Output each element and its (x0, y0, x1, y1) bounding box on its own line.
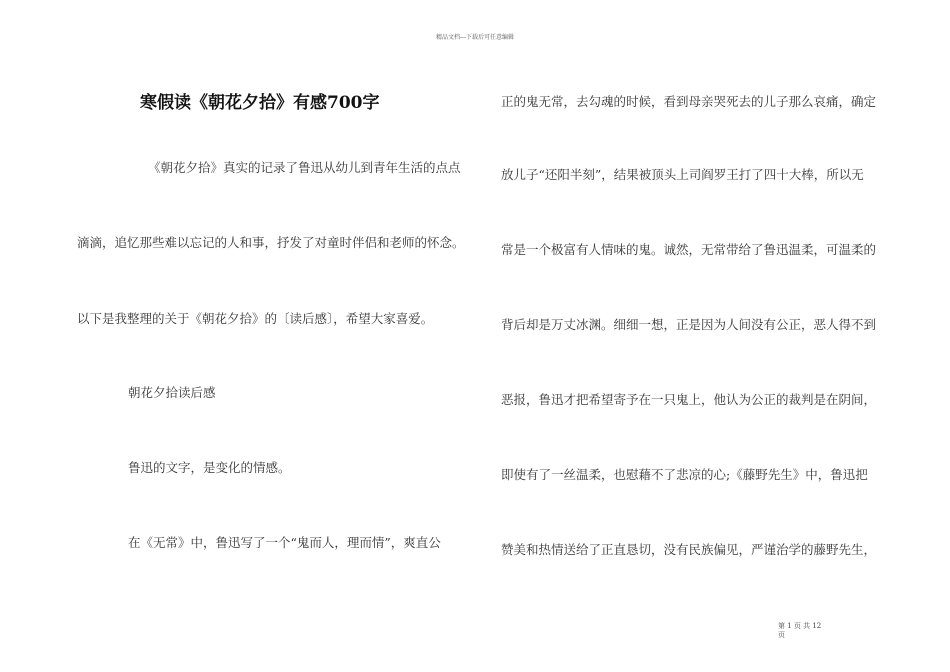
left-paragraph-line: 《朝花夕拾》真实的记录了鲁迅从幼儿到青年生活的点点 (148, 160, 461, 175)
left-paragraph-line: 鲁迅的文字，是变化的情感。 (128, 460, 291, 475)
right-paragraph-line: 放儿子“还阳半刻”，结果被顶头上司阎罗王打了四十大棒，所以无 (501, 167, 864, 182)
right-paragraph-line: 常是一个极富有人情味的鬼。诚然，无常带给了鲁迅温柔，可温柔的 (501, 242, 877, 257)
right-paragraph-line: 赞美和热情送给了正直恳切，没有民族偏见，严谨治学的藤野先生， (501, 542, 877, 557)
left-paragraph-line: 在《无常》中，鲁迅写了一个“鬼而人，理而情”，爽直公 (128, 535, 441, 550)
left-paragraph-line: 滴滴，追忆那些难以忘记的人和事，抒发了对童时伴侣和老师的怀念。 (77, 235, 465, 250)
right-paragraph-line: 正的鬼无常，去勾魂的时候，看到母亲哭死去的儿子那么哀痛，确定 (501, 94, 877, 109)
page-number-line: 第 1 页 共 12 (778, 622, 822, 630)
header-note: 精品文档---下载后可任意编辑 (435, 34, 515, 41)
page-number (778, 622, 821, 640)
left-paragraph-line: 以下是我整理的关于《朝花夕拾》的〔读后感〕，希望大家喜爱。 (77, 311, 434, 326)
document-title: 寒假读《朝花夕拾》有感700字 (140, 93, 380, 113)
page-number-line: 页 (778, 631, 785, 639)
right-paragraph-line: 即使有了一丝温柔，也慰藉不了悲凉的心;《藤野先生》中，鲁迅把 (501, 467, 868, 482)
section-heading: 朝花夕拾读后感 (128, 385, 216, 400)
right-paragraph-line: 背后却是万丈冰渊。细细一想，正是因为人间没有公正，恶人得不到 (501, 317, 877, 332)
right-paragraph-line: 恶报，鲁迅才把希望寄予在一只鬼上，他认为公正的裁判是在阴间， (501, 392, 877, 407)
